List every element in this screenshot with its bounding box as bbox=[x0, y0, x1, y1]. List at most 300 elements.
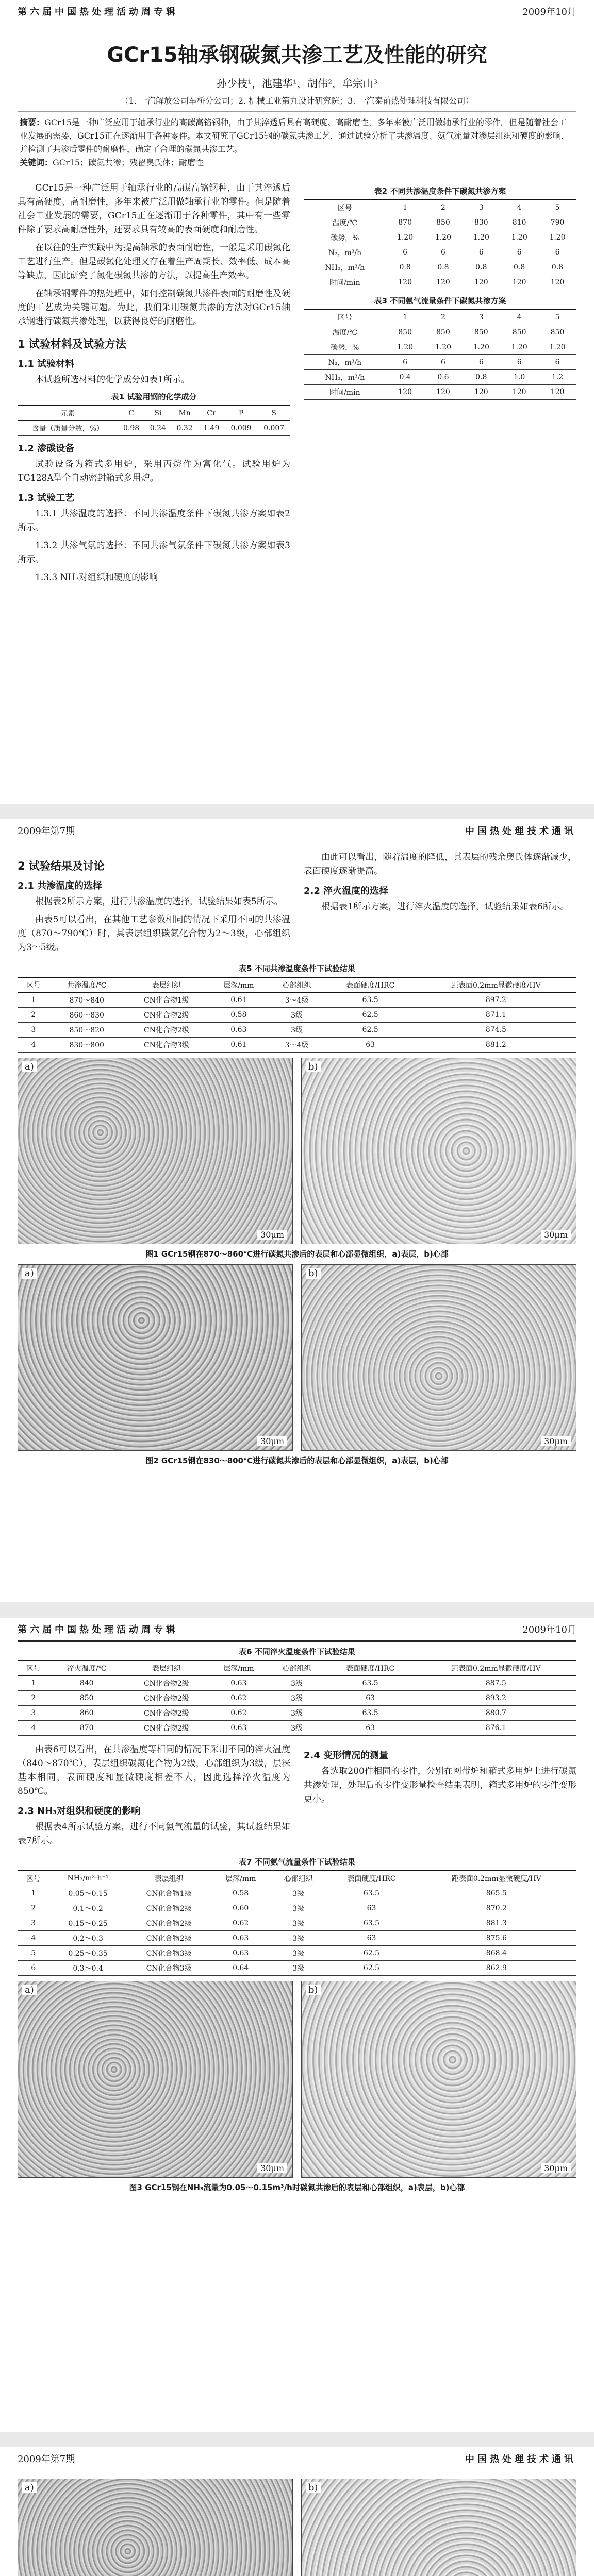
table-cell: 3 bbox=[18, 1023, 50, 1038]
page-header bbox=[18, 0, 576, 24]
table-cell: 830～800 bbox=[50, 1038, 124, 1053]
table-cell: 4 bbox=[18, 1038, 50, 1053]
table-header: 距表面0.2mm显微硬度/HV bbox=[416, 977, 576, 993]
table-cell: 0.63 bbox=[209, 1721, 268, 1736]
table-row bbox=[18, 1886, 576, 1901]
table-header: 层深/mm bbox=[211, 1871, 270, 1886]
table-cell: 4 bbox=[18, 1721, 50, 1736]
table-cell: 0.15～0.25 bbox=[49, 1916, 126, 1931]
subsection-heading: 1.2 渗碳设备 bbox=[18, 443, 75, 454]
scale-bar: 30μm bbox=[541, 1230, 571, 1240]
page-header bbox=[18, 819, 576, 843]
table-cell: 897.2 bbox=[416, 993, 576, 1008]
table-caption: 表2 不同共渗温度条件下碳氮共渗方案 bbox=[374, 187, 506, 196]
table-cell: 63.5 bbox=[325, 1706, 415, 1721]
table-cell: 850 bbox=[50, 1691, 124, 1706]
subsection-heading: 2.2 淬火温度的选择 bbox=[304, 886, 389, 896]
header-issue: 2009年第7期 bbox=[18, 826, 75, 837]
section-heading: 1 试验材料及试验方法 bbox=[18, 338, 126, 350]
table-row bbox=[18, 1691, 576, 1706]
table-caption: 表6 不同淬火温度条件下试验结果 bbox=[239, 1647, 355, 1656]
table-cell: 830 bbox=[462, 215, 500, 230]
table-cell: 865.5 bbox=[417, 1886, 576, 1901]
table-cell: 868.4 bbox=[417, 1946, 576, 1961]
figure-caption: 图2 GCr15钢在830～800℃进行碳氮共渗后的表层和心部显微组织，a)表层，b)心部 bbox=[145, 1456, 449, 1465]
table-cell: 0.32 bbox=[171, 421, 198, 436]
table-cell: CN化合物2级 bbox=[127, 1931, 211, 1946]
table-header: 1 bbox=[386, 310, 424, 325]
table-cell: 63 bbox=[326, 1931, 416, 1946]
table-header: P bbox=[225, 405, 258, 421]
subsection-heading: 2.1 共渗温度的选择 bbox=[18, 880, 103, 891]
table-cell: 3～4级 bbox=[269, 993, 325, 1008]
table-cell: 881.2 bbox=[416, 1038, 576, 1053]
table-cell: 3级 bbox=[269, 1676, 325, 1691]
micrograph bbox=[301, 2479, 576, 2576]
table-header: 表面硬度/HRC bbox=[325, 977, 415, 993]
body-paragraph: 根据表2所示方案，进行共渗温度的选择，试验结果如表5所示。 bbox=[35, 896, 283, 907]
figure-panel-label: a) bbox=[22, 1061, 37, 1072]
table-header: S bbox=[257, 405, 290, 421]
page-header bbox=[18, 1618, 576, 1642]
body-paragraph: 根据表1所示方案，进行淬火温度的选择，试验结果如表6所示。 bbox=[321, 902, 569, 912]
table-header: Cr bbox=[198, 405, 225, 421]
table-cell: 0.05～0.15 bbox=[49, 1886, 126, 1901]
table-cell: 3级 bbox=[269, 1706, 325, 1721]
table-cell: 0.8 bbox=[462, 260, 500, 275]
figure-panel-label: b) bbox=[306, 1268, 321, 1279]
section-heading: 2 试验结果及讨论 bbox=[18, 860, 105, 872]
table-cell: 3级 bbox=[270, 1961, 326, 1976]
table-cell: 1.20 bbox=[538, 230, 576, 245]
table-cell: 62.5 bbox=[326, 1961, 416, 1976]
table-cell: 0.60 bbox=[211, 1901, 270, 1916]
table-row bbox=[18, 1038, 576, 1053]
table-row bbox=[18, 1961, 576, 1976]
table-cell: NH₃，m³/h bbox=[304, 260, 386, 275]
figure-panel-label: a) bbox=[22, 1268, 37, 1279]
table-cell: 0.63 bbox=[211, 1946, 270, 1961]
figure-panel-label: a) bbox=[22, 1985, 37, 1995]
body-paragraph: 各选取200件相同的零件，分别在网带炉和箱式多用炉上进行碳氮共渗处理，处理后的零件变形量检查结果表明，箱式多用炉的零件变形更小。 bbox=[304, 1766, 576, 1804]
header-journal: 中国热处理技术通讯 bbox=[465, 826, 576, 837]
table-cell: 碳势，% bbox=[304, 340, 386, 355]
table-cell: 1.49 bbox=[198, 421, 225, 436]
table-cell: CN化合物2级 bbox=[124, 1706, 209, 1721]
table-cell: 0.8 bbox=[424, 260, 463, 275]
table-header: 表层组织 bbox=[124, 977, 209, 993]
table-caption: 表5 不同共渗温度条件下试验结果 bbox=[239, 964, 355, 973]
table-cell: 1.20 bbox=[500, 230, 538, 245]
scale-bar: 30μm bbox=[541, 1436, 571, 1446]
table-cell: 含量（质量分数，%） bbox=[18, 421, 118, 436]
table-cell: 0.98 bbox=[118, 421, 145, 436]
table-row bbox=[18, 1023, 576, 1038]
table-header: 5 bbox=[538, 310, 576, 325]
table-cell: 893.2 bbox=[416, 1691, 576, 1706]
table-cell: 880.7 bbox=[416, 1706, 576, 1721]
left-column bbox=[18, 1743, 290, 1852]
scale-bar: 30μm bbox=[257, 2163, 287, 2173]
table-row bbox=[304, 340, 576, 355]
table-cell: 6 bbox=[500, 355, 538, 370]
figure-caption: 图3 GCr15钢在NH₃流量为0.05～0.15m³/h时碳氮共渗后的表层和心部组织，a)表层，b)心部 bbox=[129, 2183, 465, 2192]
table-cell: 0.61 bbox=[209, 993, 268, 1008]
table-cell: N₂，m³/h bbox=[304, 355, 386, 370]
table-cell: 1.20 bbox=[500, 340, 538, 355]
table-row bbox=[18, 1721, 576, 1736]
table-cell: 120 bbox=[500, 385, 538, 400]
table-cell: 6 bbox=[424, 245, 463, 260]
table-cell: 0.6 bbox=[424, 370, 463, 385]
table-header: 淬火温度/℃ bbox=[50, 1660, 124, 1676]
table-7 bbox=[18, 1870, 576, 1976]
table-cell: 3 bbox=[18, 1706, 50, 1721]
table-cell: 0.8 bbox=[538, 260, 576, 275]
table-cell: 850 bbox=[424, 215, 463, 230]
header-issue: 2009年第7期 bbox=[18, 2454, 75, 2465]
table-header: 区号 bbox=[304, 200, 386, 215]
table-cell: CN化合物2级 bbox=[124, 1721, 209, 1736]
figure-caption: 图1 GCr15钢在870～860℃进行碳氮共渗后的表层和心部显微组织，a)表层，b)心部 bbox=[145, 1249, 449, 1259]
table-cell: 1 bbox=[18, 1886, 49, 1901]
table-cell: 63 bbox=[325, 1691, 415, 1706]
table-cell: 3级 bbox=[269, 1691, 325, 1706]
body-paragraph: 由此可以看出，随着温度的降低，其表层的残余奥氏体逐渐减少，表面硬度逐渐提高。 bbox=[304, 852, 576, 876]
table-cell: 0.007 bbox=[257, 421, 290, 436]
table-cell: 3级 bbox=[270, 1931, 326, 1946]
left-column bbox=[18, 181, 290, 589]
table-cell: 6 bbox=[386, 245, 424, 260]
table-cell: 6 bbox=[424, 355, 463, 370]
table-cell: 6 bbox=[462, 355, 500, 370]
header-journal: 第六届中国热处理活动周专辑 bbox=[18, 1624, 178, 1635]
table-cell: CN化合物3级 bbox=[127, 1961, 211, 1976]
table-cell: 6 bbox=[462, 245, 500, 260]
intro-paragraph: 在轴承钢零件的热处理中，如何控制碳氮共渗件表面的耐磨性及硬度的工艺成为关键问题。为此，我们采用碳氮共渗的方法对GCr15轴承钢进行碳氮共渗处理，以获得良好的耐磨性。 bbox=[18, 289, 290, 327]
table-row bbox=[304, 275, 576, 290]
table-cell: 874.5 bbox=[416, 1023, 576, 1038]
figure-panel-label: b) bbox=[306, 2482, 321, 2493]
table-cell: 120 bbox=[538, 275, 576, 290]
table-cell: 0.58 bbox=[209, 1008, 268, 1023]
table-row bbox=[304, 230, 576, 245]
table-cell: NH₃，m³/h bbox=[304, 370, 386, 385]
table-cell: 2 bbox=[18, 1008, 50, 1023]
table-row bbox=[18, 1901, 576, 1916]
body-paragraph: 1.3.3 NH₃对组织和硬度的影响 bbox=[35, 572, 158, 583]
table-cell: 温度/℃ bbox=[304, 215, 386, 230]
table-cell: 6 bbox=[386, 355, 424, 370]
table-header: 元素 bbox=[18, 405, 118, 421]
authors: 孙少枝¹，池建华¹，胡伟²，牟宗山³ bbox=[216, 77, 378, 90]
table-header: 距表面0.2mm显微硬度/HV bbox=[417, 1871, 576, 1886]
table-cell: 63 bbox=[325, 1038, 415, 1053]
table-cell: 876.1 bbox=[416, 1721, 576, 1736]
table-cell: 120 bbox=[462, 275, 500, 290]
table-header: Mn bbox=[171, 405, 198, 421]
table-cell: CN化合物1级 bbox=[124, 993, 209, 1008]
table-cell: 3级 bbox=[270, 1916, 326, 1931]
table-row bbox=[18, 1706, 576, 1721]
body-paragraph: 试验设备为箱式多用炉，采用丙烷作为富化气。试验用炉为TG128A型全自动密封箱式多用炉。 bbox=[18, 459, 290, 483]
table-cell: 862.9 bbox=[417, 1961, 576, 1976]
table-cell: 0.009 bbox=[225, 421, 258, 436]
table-cell: 0.63 bbox=[209, 1023, 268, 1038]
table-cell: 860 bbox=[50, 1706, 124, 1721]
table-cell: 2 bbox=[18, 1691, 50, 1706]
table-cell: 120 bbox=[386, 275, 424, 290]
abstract-label: 摘要： bbox=[20, 117, 45, 127]
right-column bbox=[304, 1743, 576, 1852]
table-row bbox=[304, 325, 576, 340]
table-cell: 0.8 bbox=[500, 260, 538, 275]
table-5 bbox=[18, 977, 576, 1053]
table-cell: 3级 bbox=[270, 1886, 326, 1901]
table-cell: 63 bbox=[326, 1901, 416, 1916]
table-1 bbox=[18, 405, 290, 436]
scale-bar: 30μm bbox=[541, 2163, 571, 2173]
table-header: Si bbox=[144, 405, 171, 421]
paper-title: GCr15轴承钢碳氮共渗工艺及性能的研究 bbox=[107, 43, 487, 67]
table-cell: 120 bbox=[424, 385, 463, 400]
table-cell: 0.8 bbox=[386, 260, 424, 275]
header-journal: 第六届中国热处理活动周专辑 bbox=[18, 7, 178, 18]
left-column bbox=[18, 851, 290, 959]
table-header: 区号 bbox=[304, 310, 386, 325]
table-caption: 表1 试验用钢的化学成分 bbox=[111, 392, 197, 401]
table-header: 表面硬度/HRC bbox=[326, 1871, 416, 1886]
table-cell: 850 bbox=[538, 325, 576, 340]
table-cell: 790 bbox=[538, 215, 576, 230]
table-header: 5 bbox=[538, 200, 576, 215]
table-cell: 63 bbox=[325, 1721, 415, 1736]
table-cell: 0.25～0.35 bbox=[49, 1946, 126, 1961]
table-header: 表面硬度/HRC bbox=[325, 1660, 415, 1676]
table-cell: CN化合物2级 bbox=[124, 1023, 209, 1038]
page-header bbox=[18, 2447, 576, 2471]
body-paragraph: 由表5可以看出，在其他工艺参数相同的情况下采用不同的共渗温度（870～790℃）时，其表层组织碳氮化合物为2～3级，心部组织为3～5级。 bbox=[18, 914, 290, 953]
table-header: 表层组织 bbox=[124, 1660, 209, 1676]
micrograph bbox=[18, 1981, 293, 2178]
table-row bbox=[18, 1916, 576, 1931]
table-cell: 810 bbox=[500, 215, 538, 230]
abstract bbox=[18, 111, 576, 174]
table-cell: 62.5 bbox=[325, 1008, 415, 1023]
table-cell: 871.1 bbox=[416, 1008, 576, 1023]
table-cell: 时间/min bbox=[304, 385, 386, 400]
table-header: 心部组织 bbox=[270, 1871, 326, 1886]
intro-paragraph: 在以往的生产实践中为提高轴承的表面耐磨性，一般是采用碳氮化工艺进行生产。但是碳氮化处理又存在着生产周期长、效率低、成本高等缺点，因此研究了氮化碳氮共渗的方法，以提高生产效率。 bbox=[18, 243, 290, 281]
table-cell: 63.5 bbox=[325, 1676, 415, 1691]
table-header: 3 bbox=[462, 200, 500, 215]
page-1 bbox=[0, 0, 594, 804]
table-cell: 6 bbox=[538, 355, 576, 370]
table-cell: CN化合物1级 bbox=[127, 1886, 211, 1901]
table-header: 层深/mm bbox=[209, 1660, 268, 1676]
table-cell: 840 bbox=[50, 1676, 124, 1691]
table-header: C bbox=[118, 405, 145, 421]
table-cell: 887.5 bbox=[416, 1676, 576, 1691]
table-cell: 850 bbox=[386, 325, 424, 340]
header-date: 2009年10月 bbox=[522, 1624, 576, 1635]
table-cell: 3～4级 bbox=[269, 1038, 325, 1053]
table-cell: 120 bbox=[462, 385, 500, 400]
table-header: 区号 bbox=[18, 1871, 49, 1886]
table-cell: 温度/℃ bbox=[304, 325, 386, 340]
table-2 bbox=[304, 199, 576, 290]
table-cell: 0.58 bbox=[211, 1886, 270, 1901]
keywords-text: GCr15；碳氮共渗；残留奥氏体；耐磨性 bbox=[53, 158, 204, 167]
table-cell: 875.6 bbox=[417, 1931, 576, 1946]
table-cell: 0.63 bbox=[211, 1931, 270, 1946]
table-cell: 120 bbox=[500, 275, 538, 290]
table-6 bbox=[18, 1660, 576, 1736]
table-cell: 1.0 bbox=[500, 370, 538, 385]
header-journal: 中国热处理技术通讯 bbox=[465, 2454, 576, 2465]
table-cell: 3级 bbox=[269, 1023, 325, 1038]
table-header: NH₃/m³·h⁻¹ bbox=[49, 1871, 126, 1886]
table-cell: 63.5 bbox=[325, 993, 415, 1008]
table-row bbox=[18, 1931, 576, 1946]
table-header: 层深/mm bbox=[209, 977, 268, 993]
table-cell: 时间/min bbox=[304, 275, 386, 290]
subsection-heading: 1.3 试验工艺 bbox=[18, 493, 75, 503]
subsection-heading: 1.1 试验材料 bbox=[18, 359, 75, 369]
table-header: 2 bbox=[424, 310, 463, 325]
table-cell: CN化合物2级 bbox=[127, 1901, 211, 1916]
table-cell: 63.5 bbox=[326, 1916, 416, 1931]
micrograph bbox=[301, 1058, 576, 1244]
table-cell: 0.2～0.3 bbox=[49, 1931, 126, 1946]
table-cell: 120 bbox=[386, 385, 424, 400]
right-column bbox=[304, 181, 576, 589]
table-header: 区号 bbox=[18, 1660, 50, 1676]
table-cell: 0.62 bbox=[209, 1706, 268, 1721]
table-row bbox=[18, 421, 290, 436]
table-cell: 63.5 bbox=[326, 1886, 416, 1901]
table-caption: 表3 不同氨气流量条件下碳氮共渗方案 bbox=[374, 296, 506, 306]
table-cell: 120 bbox=[424, 275, 463, 290]
body-paragraph: 1.3.1 共渗温度的选择：不同共渗温度条件下碳氮共渗方案如表2所示。 bbox=[18, 509, 290, 533]
table-row bbox=[18, 1008, 576, 1023]
table-cell: 3 bbox=[18, 1916, 49, 1931]
table-cell: 62.5 bbox=[326, 1946, 416, 1961]
table-row bbox=[18, 993, 576, 1008]
table-cell: 3级 bbox=[270, 1901, 326, 1916]
table-cell: CN化合物2级 bbox=[127, 1916, 211, 1931]
body-paragraph: 由表6可以看出，在共渗温度等相同的情况下采用不同的淬火温度（840～870℃），表层组织碳氮化合物为2级，心部组织为3级，层深基本相同，表面硬度和显微硬度相差不大，因此选择淬火温度为850℃。 bbox=[18, 1744, 290, 1797]
header-date: 2009年10月 bbox=[522, 7, 576, 18]
table-header: 3 bbox=[462, 310, 500, 325]
body-paragraph: 1.3.2 共渗气氛的选择：不同共渗气氛条件下碳氮共渗方案如表3所示。 bbox=[18, 540, 290, 565]
table-cell: 870 bbox=[386, 215, 424, 230]
table-cell: 0.24 bbox=[144, 421, 171, 436]
table-cell: 1 bbox=[18, 993, 50, 1008]
table-caption: 表7 不同氨气流量条件下试验结果 bbox=[239, 1857, 355, 1867]
table-cell: 1.20 bbox=[538, 340, 576, 355]
table-header: 区号 bbox=[18, 977, 50, 993]
table-cell: 1.20 bbox=[386, 230, 424, 245]
table-header: 1 bbox=[386, 200, 424, 215]
table-cell: 0.8 bbox=[462, 370, 500, 385]
intro-paragraph: GCr15是一种广泛用于轴承行业的高碳高铬钢种，由于其淬透后具有高硬度、高耐磨性，多年来被广泛用做轴承行业的零件。但是随着社会工业发展的需要，GCr15正在逐渐用于各种零件，其中有一些零件除了要求高耐磨性外，还要求具有较高的表面硬度和耐磨性。 bbox=[18, 183, 290, 235]
table-cell: CN化合物2级 bbox=[124, 1008, 209, 1023]
table-cell: 0.64 bbox=[211, 1961, 270, 1976]
table-cell: 870～840 bbox=[50, 993, 124, 1008]
table-cell: N₂，m³/h bbox=[304, 245, 386, 260]
table-row bbox=[304, 260, 576, 275]
table-cell: 碳势，% bbox=[304, 230, 386, 245]
table-cell: CN化合物3级 bbox=[124, 1038, 209, 1053]
page-2 bbox=[0, 819, 594, 1602]
table-cell: 1.20 bbox=[424, 340, 463, 355]
table-row bbox=[304, 215, 576, 230]
table-row bbox=[18, 1946, 576, 1961]
scale-bar: 30μm bbox=[257, 1436, 287, 1446]
table-cell: 4 bbox=[18, 1931, 49, 1946]
table-cell: 62.5 bbox=[325, 1023, 415, 1038]
table-cell: 0.62 bbox=[209, 1691, 268, 1706]
micrograph bbox=[18, 1264, 293, 1451]
table-row bbox=[304, 355, 576, 370]
table-cell: 1.20 bbox=[424, 230, 463, 245]
page-4 bbox=[0, 2447, 594, 2576]
table-cell: 850 bbox=[500, 325, 538, 340]
page-3 bbox=[0, 1618, 594, 2432]
table-header: 2 bbox=[424, 200, 463, 215]
table-cell: 6 bbox=[538, 245, 576, 260]
body-paragraph: 本试验所选材料的化学成分如表1所示。 bbox=[35, 375, 190, 385]
subsection-heading: 2.4 变形情况的测量 bbox=[304, 1750, 389, 1761]
table-cell: 1.2 bbox=[538, 370, 576, 385]
affiliation: （1. 一汽解放公司车桥分公司；2. 机械工业第九设计研究院；3. 一汽泰前热处理科技有限公司） bbox=[120, 96, 474, 106]
table-cell: 1.20 bbox=[386, 340, 424, 355]
subsection-heading: 2.3 NH₃对组织和硬度的影响 bbox=[18, 1806, 141, 1817]
table-cell: 2 bbox=[18, 1901, 49, 1916]
table-cell: 860～830 bbox=[50, 1008, 124, 1023]
table-cell: CN化合物3级 bbox=[127, 1946, 211, 1961]
micrograph bbox=[18, 1058, 293, 1244]
scale-bar: 30μm bbox=[257, 1230, 287, 1240]
table-cell: 0.63 bbox=[209, 1676, 268, 1691]
table-cell: CN化合物2级 bbox=[124, 1676, 209, 1691]
table-cell: 3级 bbox=[269, 1008, 325, 1023]
figure-panel-label: b) bbox=[306, 1985, 321, 1995]
table-cell: 881.3 bbox=[417, 1916, 576, 1931]
table-header: 表层组织 bbox=[127, 1871, 211, 1886]
table-cell: 1 bbox=[18, 1676, 50, 1691]
table-cell: 6 bbox=[18, 1961, 49, 1976]
table-row bbox=[304, 385, 576, 400]
table-3 bbox=[304, 309, 576, 400]
table-cell: 0.62 bbox=[211, 1916, 270, 1931]
figure-panel-label: b) bbox=[306, 1061, 321, 1072]
table-cell: 3级 bbox=[269, 1721, 325, 1736]
table-cell: 5 bbox=[18, 1946, 49, 1961]
table-cell: 850 bbox=[462, 325, 500, 340]
table-cell: 0.4 bbox=[386, 370, 424, 385]
table-header: 心部组织 bbox=[269, 977, 325, 993]
table-cell: 850～820 bbox=[50, 1023, 124, 1038]
table-cell: 1.20 bbox=[462, 340, 500, 355]
table-row bbox=[304, 370, 576, 385]
table-cell: CN化合物2级 bbox=[124, 1691, 209, 1706]
table-cell: 3级 bbox=[270, 1946, 326, 1961]
abstract-text: GCr15是一种广泛应用于轴承行业的高碳高铬钢种，由于其淬透后具有高硬度、高耐磨性，多年来被广泛用做轴承行业的零件。但是随着社会工业发展的需要，GCr15正在逐渐用于各种零件。本文研究了GCr15钢的碳氮共渗工艺，通过试验分析了共渗温度、氨气流量对渗层组织和硬度的影响，并检测了共渗后零件的耐磨性，确定了合理的碳氮共渗工艺。 bbox=[20, 117, 570, 154]
right-column bbox=[304, 851, 576, 959]
table-cell: 850 bbox=[424, 325, 463, 340]
